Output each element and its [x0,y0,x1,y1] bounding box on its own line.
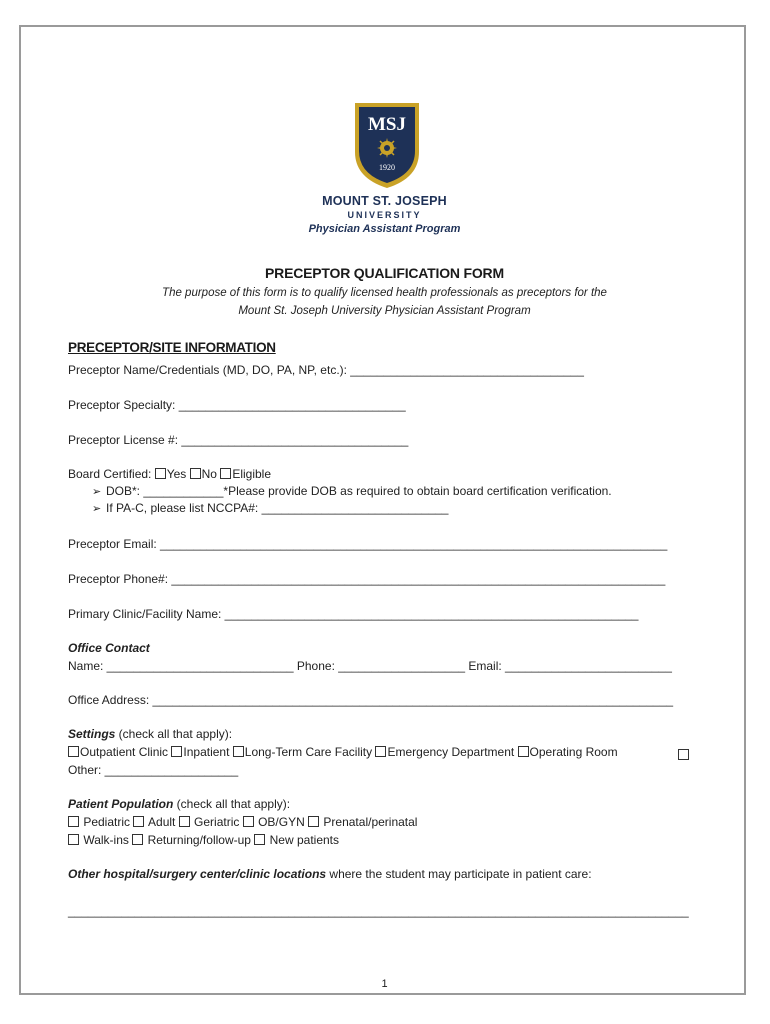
office-address-field[interactable]: Office Address: ______________________________________________________________________________ [68,693,674,707]
long-term-care-checkbox[interactable] [233,746,244,757]
other-locations-title: Other hospital/surgery center/clinic locations [68,867,327,881]
logo-program-name: Physician Assistant Program [308,223,461,235]
board-no-label: No [201,467,221,481]
population-row-1 [68,815,417,829]
subtitle-line-1: The purpose of this form is to qualify licensed health professionals as preceptors for the [162,287,607,299]
population-option: Prenatal/perinatal [320,815,418,829]
population-option: Geriatric [190,815,243,829]
walk-ins-checkbox[interactable] [68,834,79,845]
prenatal-checkbox[interactable] [308,816,319,827]
logo-university-name: MOUNT ST. JOSEPH [322,194,447,208]
population-note: (check all that apply): [173,797,291,811]
pediatric-checkbox[interactable] [68,816,79,827]
settings-other-field[interactable]: Other: ____________________ [68,763,239,777]
new-patients-checkbox[interactable] [254,834,265,845]
dob-field[interactable]: DOB*: ____________*Please provide DOB as required to obtain board certification verification. [106,484,612,498]
outpatient-checkbox[interactable] [68,746,79,757]
office-contact-field[interactable]: Name: ____________________________ Phone: ___________________ Email: _________________________ [68,659,672,673]
population-option: OB/GYN [254,815,309,829]
nccpa-field[interactable]: If PA-C, please list NCCPA#: ____________________________ [106,501,449,515]
board-certified-row [68,467,271,481]
form-title: PRECEPTOR QUALIFICATION FORM [265,265,504,281]
population-title: Patient Population [68,797,174,811]
phone-field[interactable]: Preceptor Phone#: __________________________________________________________________________ [68,572,666,586]
adult-checkbox[interactable] [133,816,144,827]
board-eligible-label: Eligible [232,467,272,481]
other-setting-checkbox[interactable] [678,749,689,760]
email-field[interactable]: Preceptor Email: ____________________________________________________________________________ [68,537,668,551]
nccpa-row [92,501,448,515]
page-number: 1 [381,978,388,990]
specialty-field[interactable]: Preceptor Specialty: __________________________________ [68,398,406,412]
logo-university-word: UNIVERSITY [347,210,422,220]
section-heading: PRECEPTOR/SITE INFORMATION [68,340,276,355]
population-row-2 [68,833,339,847]
settings-note: (check all that apply): [115,727,233,741]
board-yes-checkbox[interactable] [155,468,166,479]
subtitle-line-2: Mount St. Joseph University Physician Assistant Program [238,305,531,317]
population-heading [68,797,290,811]
board-yes-label: Yes [166,467,190,481]
other-locations-heading [68,867,592,881]
crest-year: 1920 [379,163,395,172]
office-contact-heading: Office Contact [68,641,150,655]
name-credentials-field[interactable]: Preceptor Name/Credentials (MD, DO, PA, NP, etc.): ___________________________________ [68,363,584,377]
inpatient-checkbox[interactable] [171,746,182,757]
settings-title: Settings [68,727,116,741]
form-page [19,25,746,995]
settings-option: Operating Room [529,745,618,759]
settings-option: Long-Term Care Facility [244,745,376,759]
emergency-checkbox[interactable] [375,746,386,757]
population-option: Returning/follow-up [144,833,255,847]
obgyn-checkbox[interactable] [243,816,254,827]
settings-option: Emergency Department [387,745,518,759]
geriatric-checkbox[interactable] [179,816,190,827]
msj-crest-logo [352,100,422,190]
settings-heading [68,727,232,741]
returning-checkbox[interactable] [132,834,143,845]
population-option: New patients [266,833,339,847]
population-option: Adult [145,815,179,829]
settings-options-row [68,745,618,759]
population-option: Pediatric [80,815,134,829]
clinic-name-field[interactable]: Primary Clinic/Facility Name: ______________________________________________________________ [68,607,639,621]
crest-initials: MSJ [368,114,406,135]
settings-option: Outpatient Clinic [80,745,172,759]
license-field[interactable]: Preceptor License #: __________________________________ [68,433,409,447]
population-option: Walk-ins [80,833,133,847]
arrow-bullet-icon: ➢ [92,486,102,498]
operating-room-checkbox[interactable] [518,746,529,757]
board-certified-label: Board Certified: [68,467,155,481]
settings-option: Inpatient [183,745,233,759]
other-locations-field[interactable]: _____________________________________________________________________________________________ [68,904,689,918]
arrow-bullet-icon: ➢ [92,503,102,515]
board-eligible-checkbox[interactable] [220,468,231,479]
crest-star-icon [377,138,397,158]
board-no-checkbox[interactable] [190,468,201,479]
other-locations-text: where the student may participate in patient care: [326,867,592,881]
dob-row [92,484,612,498]
